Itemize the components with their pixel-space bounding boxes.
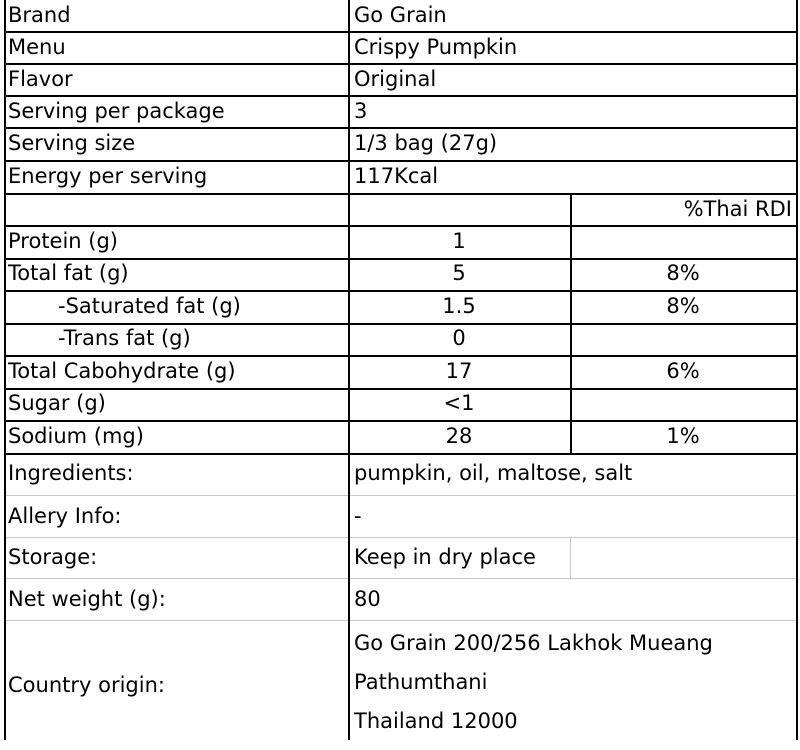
info-label: Ingredients: xyxy=(8,461,134,486)
header-label: Energy per serving xyxy=(8,164,208,188)
origin-line: Go Grain 200/256 Lakhok Mueang xyxy=(354,630,713,655)
info-label: Storage: xyxy=(8,545,98,569)
nutrient-rdi xyxy=(570,388,796,421)
nutrient-amount: <1 xyxy=(443,391,475,416)
origin-line: Pathumthani xyxy=(354,669,488,694)
table-right-border xyxy=(796,0,798,740)
table-left-border xyxy=(4,0,6,740)
nutrient-label: -Trans fat (g) xyxy=(58,326,191,351)
nutrient-rdi xyxy=(570,323,796,356)
info-label: Net weight (g): xyxy=(8,586,166,611)
header-label: Serving size xyxy=(8,131,136,155)
nutrient-amount: 0 xyxy=(452,326,466,351)
header-value: Crispy Pumpkin xyxy=(354,34,518,59)
info-value: 80 xyxy=(354,586,381,611)
origin-label: Country origin: xyxy=(8,672,165,697)
nutrient-amount: 17 xyxy=(445,358,473,383)
info-label: Allery Info: xyxy=(8,503,122,528)
nutrient-rdi: 6% xyxy=(666,358,700,383)
header-value: 3 xyxy=(354,98,368,123)
nutrient-amount: 1 xyxy=(452,228,466,253)
nutrient-label: Protein (g) xyxy=(8,228,119,253)
nutrient-amount: 1.5 xyxy=(442,293,476,318)
nutrient-rdi: 1% xyxy=(666,423,700,448)
header-value: 1/3 bag (27g) xyxy=(354,131,498,155)
origin-line: Thailand 12000 xyxy=(354,708,518,733)
nutrient-amount: 5 xyxy=(452,261,466,286)
info-value: pumpkin, oil, maltose, salt xyxy=(354,461,633,486)
nutrient-rdi xyxy=(570,225,796,258)
nutrient-rdi: 8% xyxy=(666,293,700,318)
header-value: Original xyxy=(354,66,437,91)
info-value: Keep in dry place xyxy=(354,545,536,569)
header-value: Go Grain xyxy=(354,3,447,27)
info-value: - xyxy=(354,503,362,528)
nutrient-label: Total fat (g) xyxy=(8,261,129,286)
nutrient-rdi: 8% xyxy=(666,261,700,286)
header-label: Flavor xyxy=(8,66,73,91)
rdi-column-header: %Thai RDI xyxy=(683,196,792,221)
header-value: 117Kcal xyxy=(354,164,439,188)
header-label: Serving per package xyxy=(8,98,225,123)
nutrient-label: Sodium (mg) xyxy=(8,423,144,448)
header-label: Brand xyxy=(8,3,71,27)
nutrient-label: Total Cabohydrate (g) xyxy=(8,358,236,383)
nutrient-amount: 28 xyxy=(445,423,473,448)
nutrient-label: -Saturated fat (g) xyxy=(58,293,241,318)
nutrient-label: Sugar (g) xyxy=(8,391,106,416)
header-label: Menu xyxy=(8,34,66,59)
